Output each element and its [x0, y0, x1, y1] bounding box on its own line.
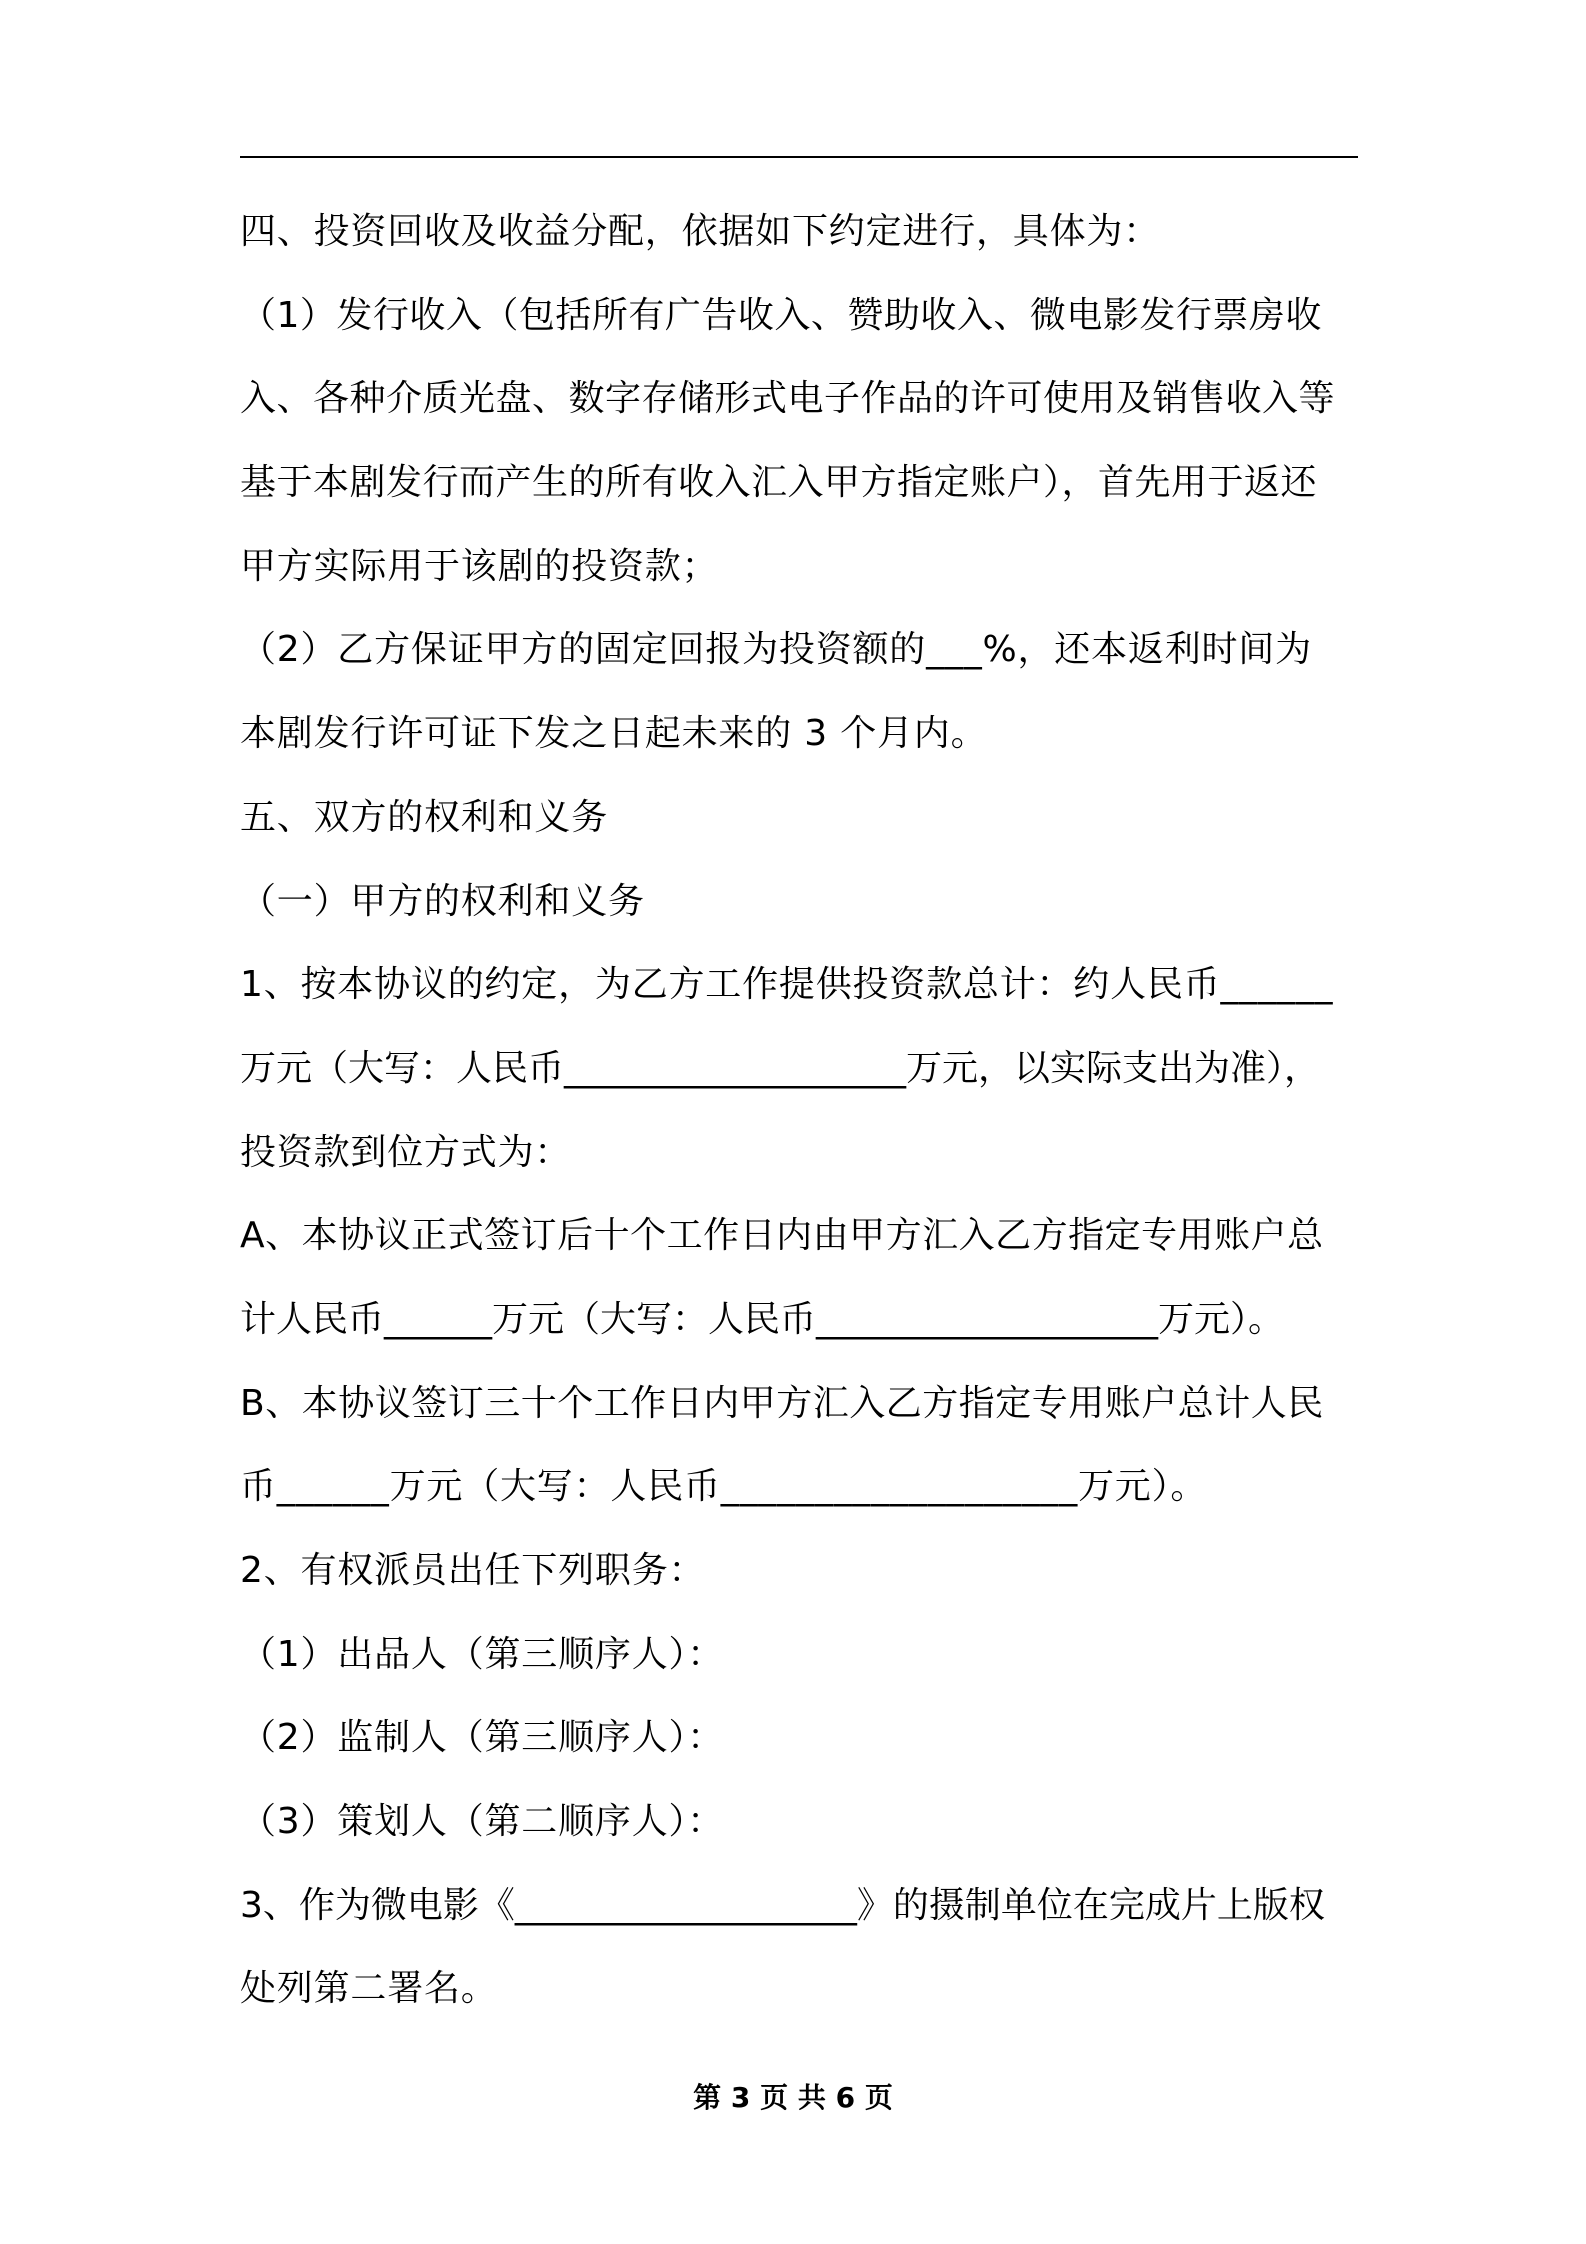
header-rule: [240, 156, 1358, 158]
paragraph-line: 万元（大写：人民币___________________万元，以实际支出为准），: [240, 1047, 1321, 1089]
subsection-heading: （一）甲方的权利和义务: [240, 880, 645, 922]
page-number: 第 3 页 共 6 页: [693, 2081, 893, 2114]
paragraph-line: A、本协议正式签订后十个工作日内由甲方汇入乙方指定专用账户总: [240, 1215, 1324, 1257]
paragraph-line: 基于本剧发行而产生的所有收入汇入甲方指定账户），首先用于返还: [240, 462, 1318, 504]
document-body: [240, 190, 1365, 2031]
paragraph-line: 币______万元（大写：人民币___________________万元）。: [240, 1466, 1208, 1508]
paragraph-line: （2）乙方保证甲方的固定回报为投资额的___%，还本返利时间为: [240, 629, 1312, 671]
paragraph-line: 3、作为微电影《___________________》的摄制单位在完成片上版权: [240, 1884, 1325, 1926]
section-heading-4: 四、投资回收及收益分配，依据如下约定进行，具体为：: [240, 211, 1161, 252]
list-item: （1）出品人（第三顺序人）：: [240, 1633, 725, 1675]
paragraph-line: 本剧发行许可证下发之日起未来的 3 个月内。: [240, 713, 988, 755]
paragraph-line: 2、有权派员出任下列职务：: [240, 1550, 706, 1591]
list-item: （2）监制人（第三顺序人）：: [240, 1717, 725, 1759]
paragraph-line: 投资款到位方式为：: [240, 1131, 572, 1173]
paragraph-line: 入、各种介质光盘、数字存储形式电子作品的许可使用及销售收入等: [240, 378, 1336, 420]
paragraph-line: 处列第二署名。: [240, 1968, 498, 2010]
paragraph-line: 甲方实际用于该剧的投资款；: [240, 545, 719, 587]
paragraph-line: 1、按本协议的约定，为乙方工作提供投资款总计：约人民币______: [240, 964, 1334, 1006]
paragraph-line: 计人民币______万元（大写：人民币___________________万元）。: [240, 1298, 1285, 1340]
section-heading-5: 五、双方的权利和义务: [240, 796, 609, 838]
paragraph-line: （1）发行收入（包括所有广告收入、赞助收入、微电影发行票房收: [240, 294, 1322, 336]
list-item: （3）策划人（第二顺序人）：: [240, 1801, 725, 1843]
paragraph-line: B、本协议签订三十个工作日内甲方汇入乙方指定专用账户总计人民: [240, 1382, 1324, 1424]
